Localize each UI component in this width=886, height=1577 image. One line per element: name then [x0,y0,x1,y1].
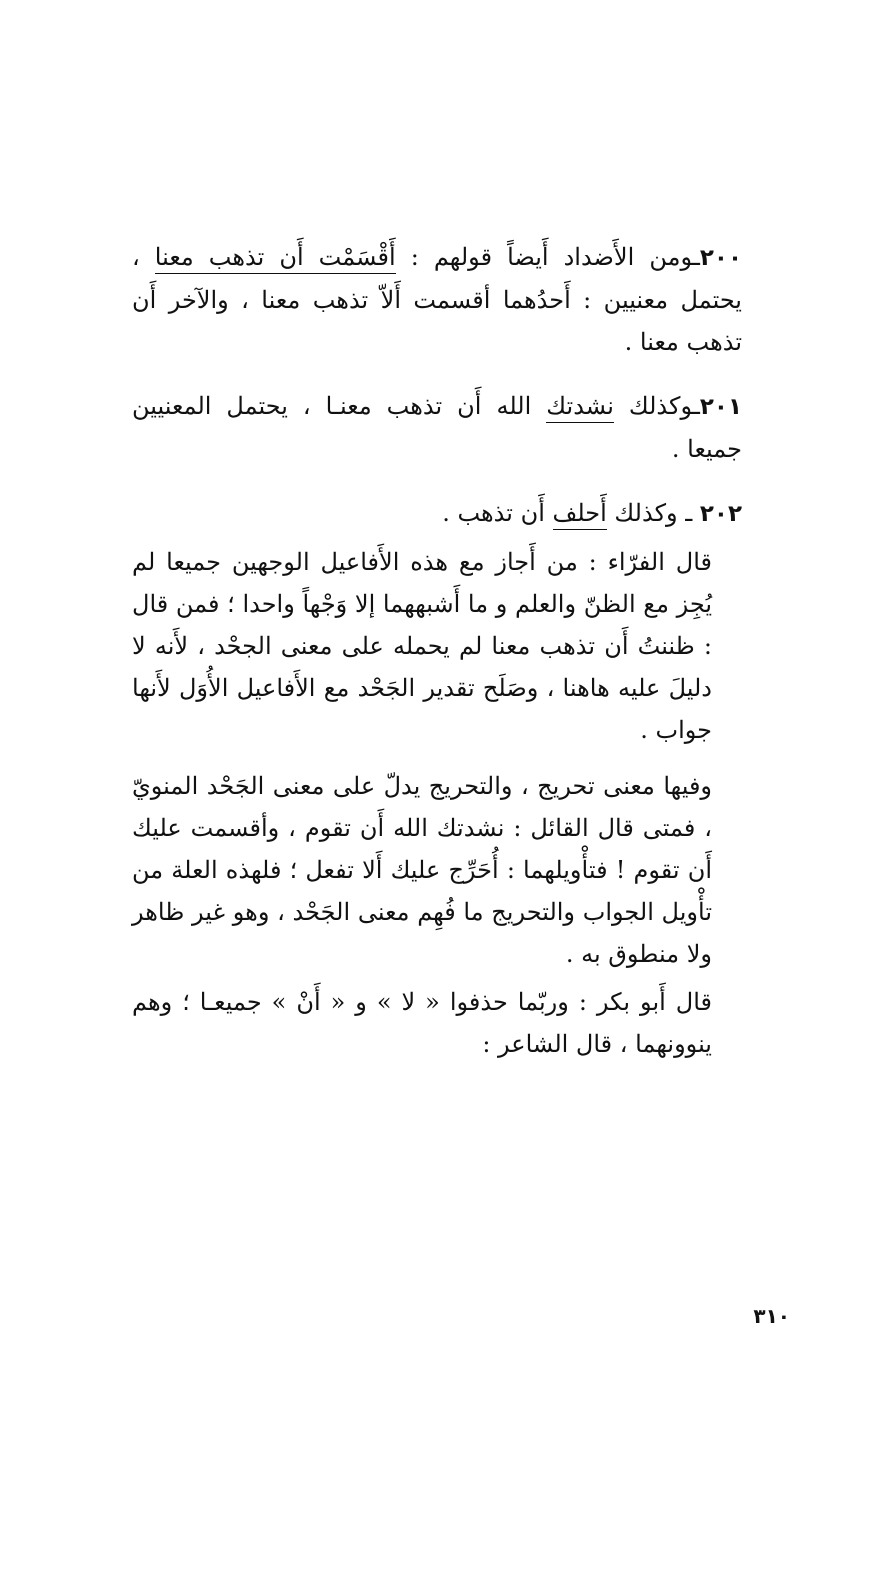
entry-201 [132,385,742,470]
entry-term-underlined: نشدتك [546,392,614,423]
entry-dash: ـ [677,499,700,527]
paragraph-abu-bakr: قال أَبو بكر : وربّما حذفوا « لا » و « أَنْ » جميعـا ؛ وهم ينوونهما ، قال الشاعر : [132,988,712,1058]
entry-text-pre: وكذلك [606,499,678,527]
page-body [132,236,742,1065]
entry-number: ٢٠٠ [699,245,742,271]
paragraph-tahrij: وفيها معنى تحريج ، والتحريج يدلّ على معنى الجَحْد المنويّ ، فمتى قال القائل : نشدتك الله أَن تقوم ، وأقسمت عليك أَن تقوم ! فتأْويلهما : أُحَرِّج عليك أَلا تفعل ؛ فلهذه العلة من تأْويل الجواب والتحريج ما فُهِم معنى الجَحْد ، وهو غير ظاهر ولا منطوق به . [132,772,712,968]
paragraph-farra: قال الفرّاء : من أَجاز مع هذه الأَفاعيل الوجهين جميعا لم يُجِز مع الظنّ والعلم و ما أَشبههما إلا وَجْهاً واحدا ؛ فمن قال : ظننتُ أَن تذهب معنا لم يحمله على معنى الجحْد ، لأَنه لا دليلَ عليه هاهنا ، وصَلَح تقدير الجَحْد مع الأَفاعيل الأُوَل لأَنها جواب . [132,548,712,744]
entry-term-underlined: أَقْسَمْت أَن تذهب معنا [155,243,396,274]
entry-text-post: الله أَن تذهب معنـا ، يحتمل المعنيين جميعا . [132,392,742,463]
entry-text-post: أَن تذهب . [442,499,553,527]
entry-text-post: ، يحتمل معنيين : أَحدُهما أقسمت أَلاّ تذهب معنا ، والآخر أَن تذهب معنا . [132,243,742,356]
entry-202 [132,492,742,535]
entry-term-underlined: أَحلف [553,499,607,530]
entry-dash: ـ [692,243,700,271]
entry-number: ٢٠٢ [699,501,742,527]
entry-text-pre: وكذلك [613,392,693,420]
entry-dash: ـ [692,392,700,420]
entry-text-pre: ومن الأَضداد أَيضاً قولهم : [395,243,693,271]
page-number: ٣١٠ [753,1304,790,1328]
entry-number: ٢٠١ [699,394,742,420]
entry-200 [132,236,742,363]
